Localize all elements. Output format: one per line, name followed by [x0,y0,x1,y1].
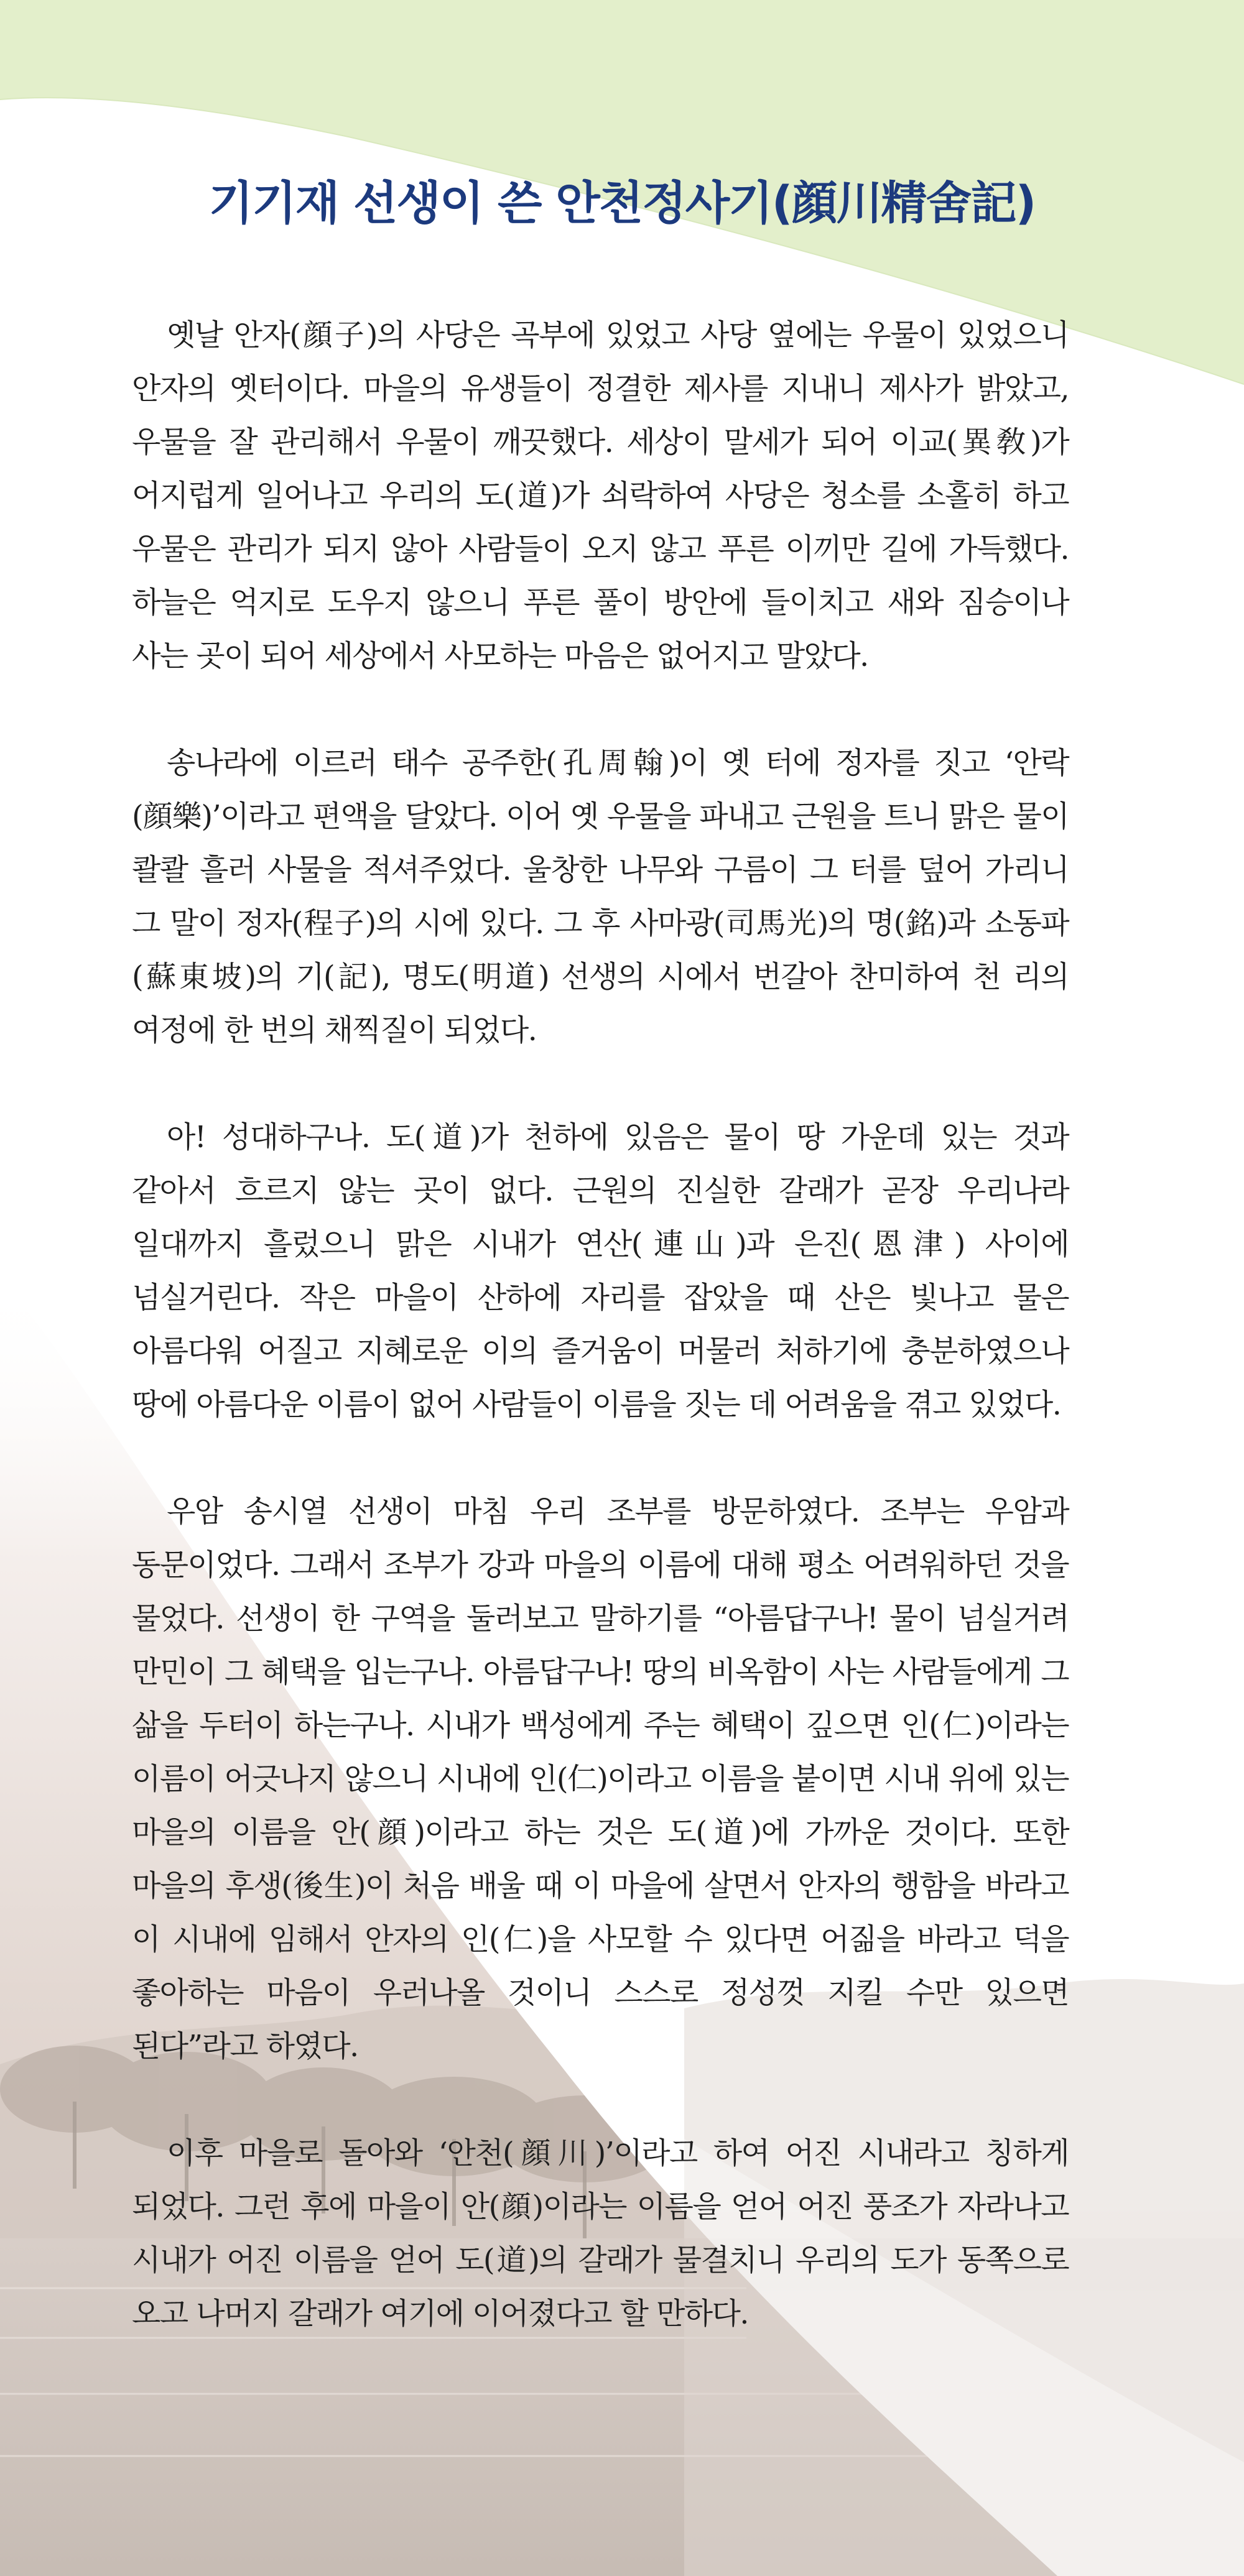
page-title: 기기재 선생이 쓴 안천정사기(顔川精舍記) [208,177,1036,230]
body-text [132,308,1069,2340]
paragraph-1: 옛날 안자(顔子)의 사당은 곡부에 있었고 사당 옆에는 우물이 있었으니 안자의 옛터이다. 마을의 유생들이 정결한 제사를 지내니 제사가 밝았고, 우물을 잘 관리해서 우물이 깨끗했다. 세상이 말세가 되어 이교(異敎)가 어지럽게 일어나고 우리의 도(道)가 쇠락하여 사당은 청소를 소홀히 하고 우물은 관리가 되지 않아 사람들이 오지 않고 푸른 이끼만 길에 가득했다. 하늘은 억지로 도우지 않으니 푸른 풀이 방안에 들이치고 새와 짐승이나 사는 곳이 되어 세상에서 사모하는 마음은 없어지고 말았다. [132,318,1069,673]
paragraph-2: 송나라에 이르러 태수 공주한(孔周翰)이 옛 터에 정자를 짓고 ‘안락(顔樂)’이라고 편액을 달았다. 이어 옛 우물을 파내고 근원을 트니 맑은 물이 콸콸 흘러 사물을 적셔주었다. 울창한 나무와 구름이 그 터를 덮어 가리니 그 말이 정자(程子)의 시에 있다. 그 후 사마광(司馬光)의 명(銘)과 소동파(蘇東坡)의 기(記), 명도(明道) 선생의 시에서 번갈아 찬미하여 천 리의 여정에 한 번의 채찍질이 되었다. [132,746,1069,1048]
paragraph-5: 이후 마을로 돌아와 ‘안천(顔川)’이라고 하여 어진 시내라고 칭하게 되었다. 그런 후에 마을이 안(顔)이라는 이름을 얻어 어진 풍조가 자라나고 시내가 어진 이름을 얻어 도(道)의 갈래가 물결치니 우리의 도가 동쪽으로 오고 나머지 갈래가 여기에 이어졌다고 할 만하다. [132,2136,1069,2331]
paragraph-3: 아! 성대하구나. 도(道)가 천하에 있음은 물이 땅 가운데 있는 것과 같아서 흐르지 않는 곳이 없다. 근원의 진실한 갈래가 곧장 우리나라 일대까지 흘렀으니 맑은 시내가 연산(連山)과 은진(恩津) 사이에 넘실거린다. 작은 마을이 산하에 자리를 잡았을 때 산은 빛나고 물은 아름다워 어질고 지혜로운 이의 즐거움이 머물러 처하기에 충분하였으나 땅에 아름다운 이름이 없어 사람들이 이름을 짓는 데 어려움을 겪고 있었다. [132,1120,1069,1422]
paragraph-4: 우암 송시열 선생이 마침 우리 조부를 방문하였다. 조부는 우암과 동문이었다. 그래서 조부가 강과 마을의 이름에 대해 평소 어려워하던 것을 물었다. 선생이 한 구역을 둘러보고 말하기를 “아름답구나! 물이 넘실거려 만민이 그 혜택을 입는구나. 아름답구나! 땅의 비옥함이 사는 사람들에게 그 삶을 두터이 하는구나. 시내가 백성에게 주는 혜택이 깊으면 인(仁)이라는 이름이 어긋나지 않으니 시내에 인(仁)이라고 이름을 붙이면 시내 위에 있는 마을의 이름을 안(顔)이라고 하는 것은 도(道)에 가까운 것이다. 또한 마을의 후생(後生)이 처음 배울 때 이 마을에 살면서 안자의 행함을 바라고 이 시내에 임해서 안자의 인(仁)을 사모할 수 있다면 어짊을 바라고 덕을 좋아하는 마음이 우러나올 것이니 스스로 정성껏 지킬 수만 있으면 된다”라고 하였다. [132,1494,1069,2064]
